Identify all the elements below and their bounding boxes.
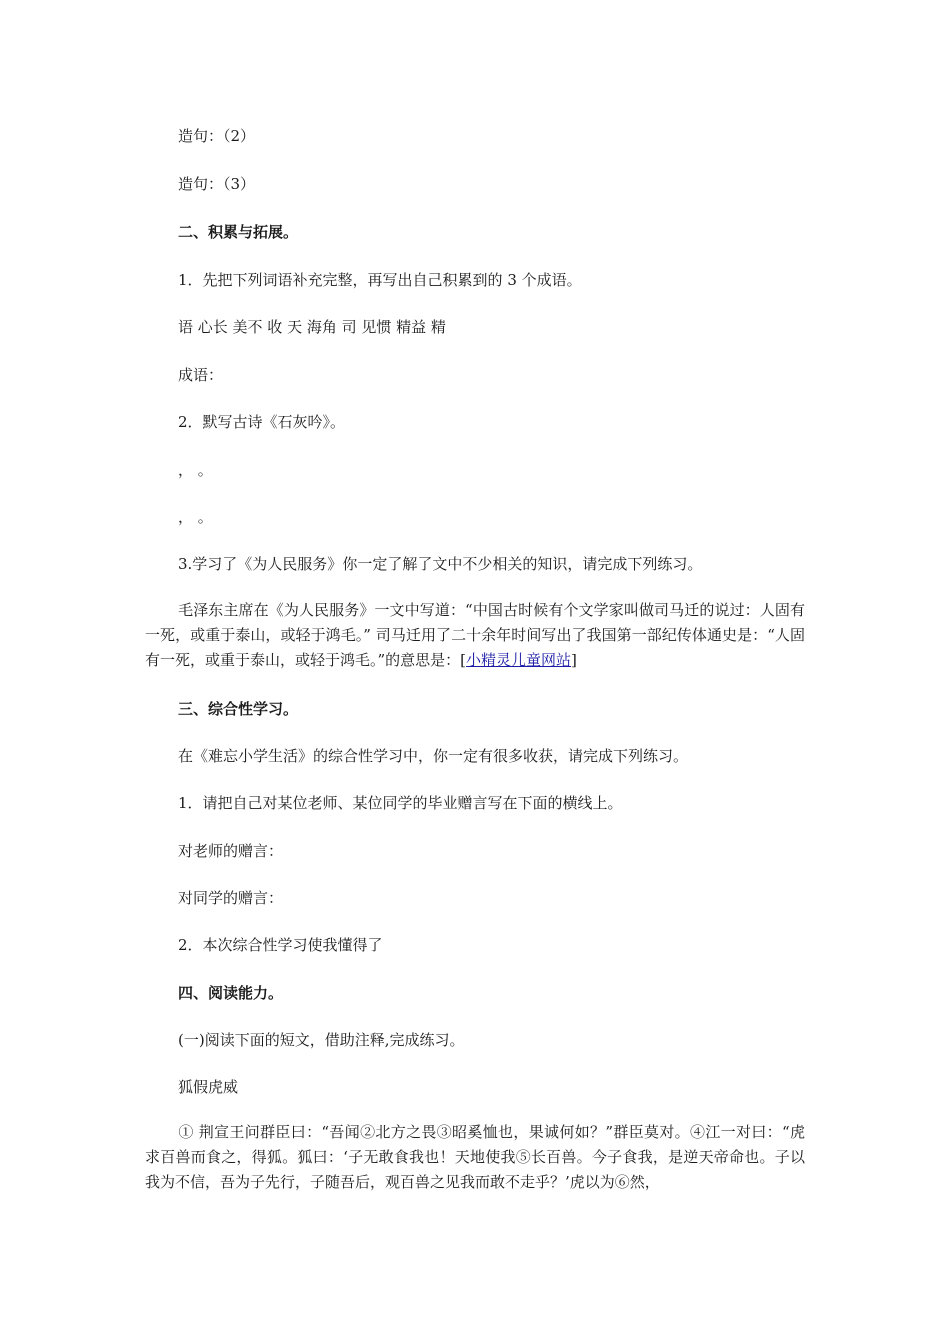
classmate-message-label: 对同学的赠言： <box>178 889 284 907</box>
section-heading-3: 三、综合性学习。 <box>178 700 299 718</box>
story-title: 狐假虎威 <box>178 1078 239 1096</box>
question-3-2: 2．本次综合性学习使我懂得了 <box>178 936 383 954</box>
reading-instruction: (一)阅读下面的短文，借助注释,完成练习。 <box>178 1031 465 1049</box>
link-bracket-open: [ <box>460 651 467 669</box>
mao-paragraph <box>145 598 805 673</box>
section-heading-4: 四、阅读能力。 <box>178 984 284 1002</box>
word-list: 语 心长 美不 收 天 海角 司 见惯 精益 精 <box>178 318 446 336</box>
idiom-label: 成语： <box>178 366 224 384</box>
sentence-line-2: 造句：（2） <box>178 127 256 145</box>
site-link[interactable]: 小精灵儿童网站 <box>466 651 572 669</box>
mao-paragraph-text: 毛泽东主席在《为人民服务》一文中写道：“中国古时候有个文学家叫做司马迁的说过：人固有一死，或重于泰山，或轻于鸿毛。” 司马迁用了二十余年时间写出了我国第一部纪传体通史是：“人固有一死，或重于泰山，或轻于鸿毛。”的意思是： <box>145 601 805 669</box>
teacher-message-label: 对老师的赠言： <box>178 842 284 860</box>
story-paragraph <box>145 1120 805 1195</box>
poem-blank-2: ， 。 <box>178 508 213 526</box>
story-paragraph-text: ① 荆宣王问群臣曰：“吾闻②北方之畏③昭奚恤也，果诚何如？”群臣莫对。④江一对曰：“虎求百兽而食之，得狐。狐曰：‘子无敢食我也！天地使我⑤长百兽。今子食我，是逆天帝命也。子以我为不信，吾为子先行，子随吾后，观百兽之见我而敢不走乎？’虎以为⑥然， <box>145 1123 805 1191</box>
question-2: 2．默写古诗《石灰吟》。 <box>178 413 346 431</box>
question-1: 1．先把下列词语补充完整，再写出自己积累到的 3 个成语。 <box>178 271 582 289</box>
question-3-1: 1．请把自己对某位老师、某位同学的毕业赠言写在下面的横线上。 <box>178 794 623 812</box>
section-heading-2: 二、积累与拓展。 <box>178 223 299 241</box>
link-bracket-close: ] <box>571 651 577 669</box>
section-3-intro: 在《难忘小学生活》的综合性学习中，你一定有很多收获，请完成下列练习。 <box>178 747 689 765</box>
poem-blank-1: ， 。 <box>178 461 213 479</box>
sentence-line-3: 造句：（3） <box>178 175 256 193</box>
question-3: 3.学习了《为人民服务》你一定了解了文中不少相关的知识，请完成下列练习。 <box>178 555 703 573</box>
